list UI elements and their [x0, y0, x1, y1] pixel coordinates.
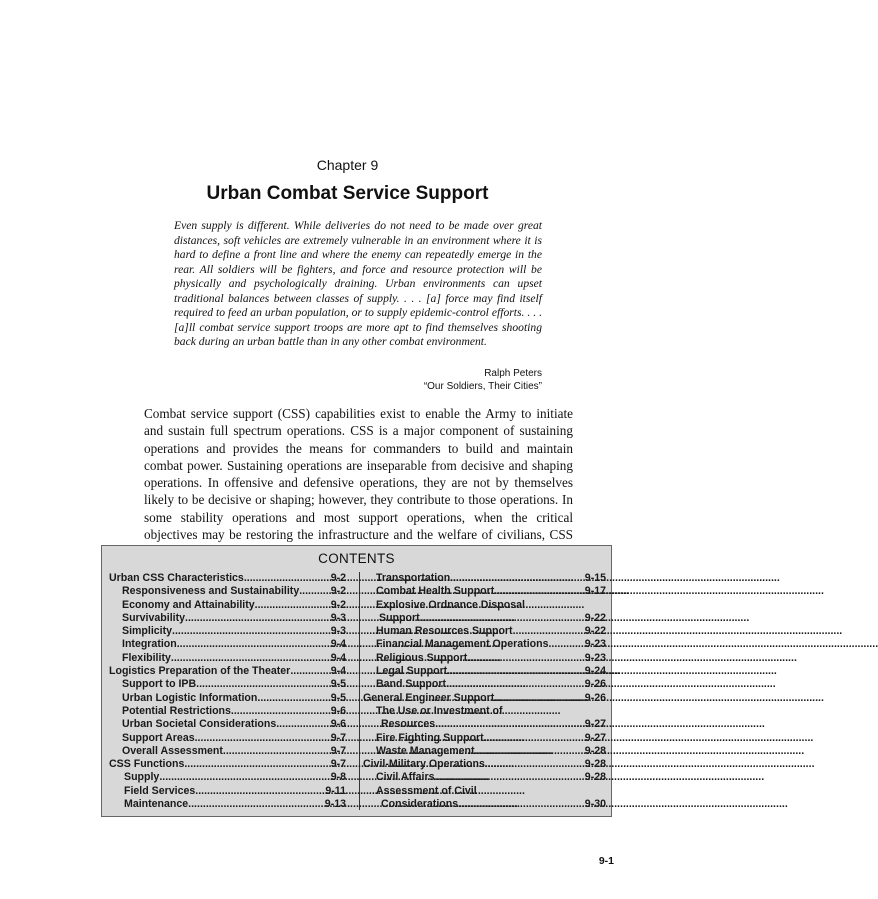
toc-entry-use-or-investment[interactable]: The Use or Investment of — [376, 704, 503, 717]
epigraph-author: Ralph Peters — [484, 368, 542, 379]
toc-entry-transportation[interactable]: Transportation ..... 9-15 — [363, 572, 606, 585]
toc-entry-potential-restrictions[interactable]: Potential Restrictions ..... 9-6 — [109, 705, 346, 718]
contents-title: CONTENTS — [318, 551, 395, 566]
toc-entry-urban-css-characteristics[interactable]: Urban CSS Characteristics ..... 9-2 — [109, 572, 346, 585]
toc-entry-simplicity[interactable]: Simplicity ..... 9-3 — [109, 625, 346, 638]
toc-entry-maintenance[interactable]: Maintenance ..... 9-13 — [109, 798, 346, 811]
toc-entry-civil-military-operations[interactable]: Civil-Military Operations ..... 9-28 — [363, 758, 606, 771]
toc-entry-waste-management[interactable]: Waste Management ..... 9-28 — [363, 745, 606, 758]
toc-entry-logistics-preparation[interactable]: Logistics Preparation of the Theater ..... 9-4 — [109, 665, 346, 678]
toc-entry-resources[interactable]: Resources ..... 9-27 — [363, 718, 606, 731]
toc-entry-urban-logistic-information[interactable]: Urban Logistic Information ..... 9-5 — [109, 692, 346, 705]
toc-entry-field-services[interactable]: Field Services ..... 9-11 — [109, 785, 346, 798]
toc-entry-support-to-ipb[interactable]: Support to IPB ..... 9-5 — [109, 678, 346, 691]
contents-right-column — [363, 572, 606, 811]
toc-entry-urban-societal[interactable]: Urban Societal Considerations ..... 9-6 — [109, 718, 346, 731]
toc-entry-financial-management[interactable]: Financial Management Operations ..... 9-23 — [363, 638, 606, 651]
contents-box — [101, 545, 612, 817]
toc-entry-band-support[interactable]: Band Support ..... 9-26 — [363, 678, 606, 691]
toc-entry-civil-affairs[interactable]: Civil Affairs ..... 9-28 — [363, 771, 606, 784]
body-paragraph: Combat service support (CSS) capabilities exist to enable the Army to initiate and sustain full spectrum operations. CSS is a major component of sustaining operations and provides the means for commanders to build and maintain combat power. Sustaining operations are inseparable from decisive and shaping operations. In offensive and defensive operations, they are not by themselves likely to be decisive or shaping; however, they contribute to those operations. In some stability operations and most support operations, when the critical objectives may be restoring the infrastructure and the welfare of civilians, CSS — [144, 406, 573, 543]
toc-entry-flexibility[interactable]: Flexibility ..... 9-4 — [109, 652, 346, 665]
toc-entry-considerations[interactable]: Considerations ..... 9-30 — [363, 798, 606, 811]
chapter-label: Chapter 9 — [316, 157, 379, 173]
toc-entry-survivability[interactable]: Survivability ..... 9-3 — [109, 612, 346, 625]
toc-entry-responsiveness[interactable]: Responsiveness and Sustainability ..... 9-2 — [109, 585, 346, 598]
toc-entry-combat-health-support[interactable]: Combat Health Support ..... 9-17 — [363, 585, 606, 598]
chapter-title: Urban Combat Service Support — [206, 183, 489, 204]
toc-entry-eod-support[interactable]: Support ..... 9-22 — [363, 612, 606, 625]
toc-entry-fire-fighting[interactable]: Fire Fighting Support ..... 9-27 — [363, 732, 606, 745]
epigraph-quote: Even supply is different. While deliveries do not need to be made over great distances, soft vehicles are extremely vulnerable in an environment where it is hard to define a front line and where the enemy can repeatedly emerge in the rear. All soldiers will be fighters, and force and resource protection will be physically and psychologically draining. Urban environments can upset traditional balances between classes of supply. . . . [a] force may find itself required to feed an urban population, or to supply epidemic-control efforts. . . . [a]ll combat service support troops are more apt to find themselves shooting back during an urban battle than in any other combat environment. — [174, 219, 542, 348]
toc-entry-assessment-of-civil[interactable]: Assessment of Civil — [376, 784, 477, 797]
epigraph-attribution — [300, 367, 542, 393]
page-number: 9-1 — [598, 855, 614, 867]
toc-entry-integration[interactable]: Integration ..... 9-4 — [109, 638, 346, 651]
contents-left-column — [109, 572, 346, 811]
toc-entry-legal-support[interactable]: Legal Support ..... 9-24 — [363, 665, 606, 678]
toc-entry-explosive-ordnance[interactable]: Explosive Ordnance Disposal — [376, 598, 525, 611]
toc-entry-overall-assessment[interactable]: Overall Assessment ..... 9-7 — [109, 745, 346, 758]
toc-entry-css-functions[interactable]: CSS Functions ..... 9-7 — [109, 758, 346, 771]
toc-entry-supply[interactable]: Supply ..... 9-8 — [109, 771, 346, 784]
toc-entry-human-resources[interactable]: Human Resources Support ..... 9-22 — [363, 625, 606, 638]
toc-entry-support-areas[interactable]: Support Areas ..... 9-7 — [109, 732, 346, 745]
toc-entry-economy[interactable]: Economy and Attainability ..... 9-2 — [109, 599, 346, 612]
epigraph-source: “Our Soldiers, Their Cities” — [423, 381, 542, 392]
toc-entry-general-engineer-support[interactable]: General Engineer Support ..... 9-26 — [363, 692, 606, 705]
toc-entry-religious-support[interactable]: Religious Support ..... 9-23 — [363, 652, 606, 665]
